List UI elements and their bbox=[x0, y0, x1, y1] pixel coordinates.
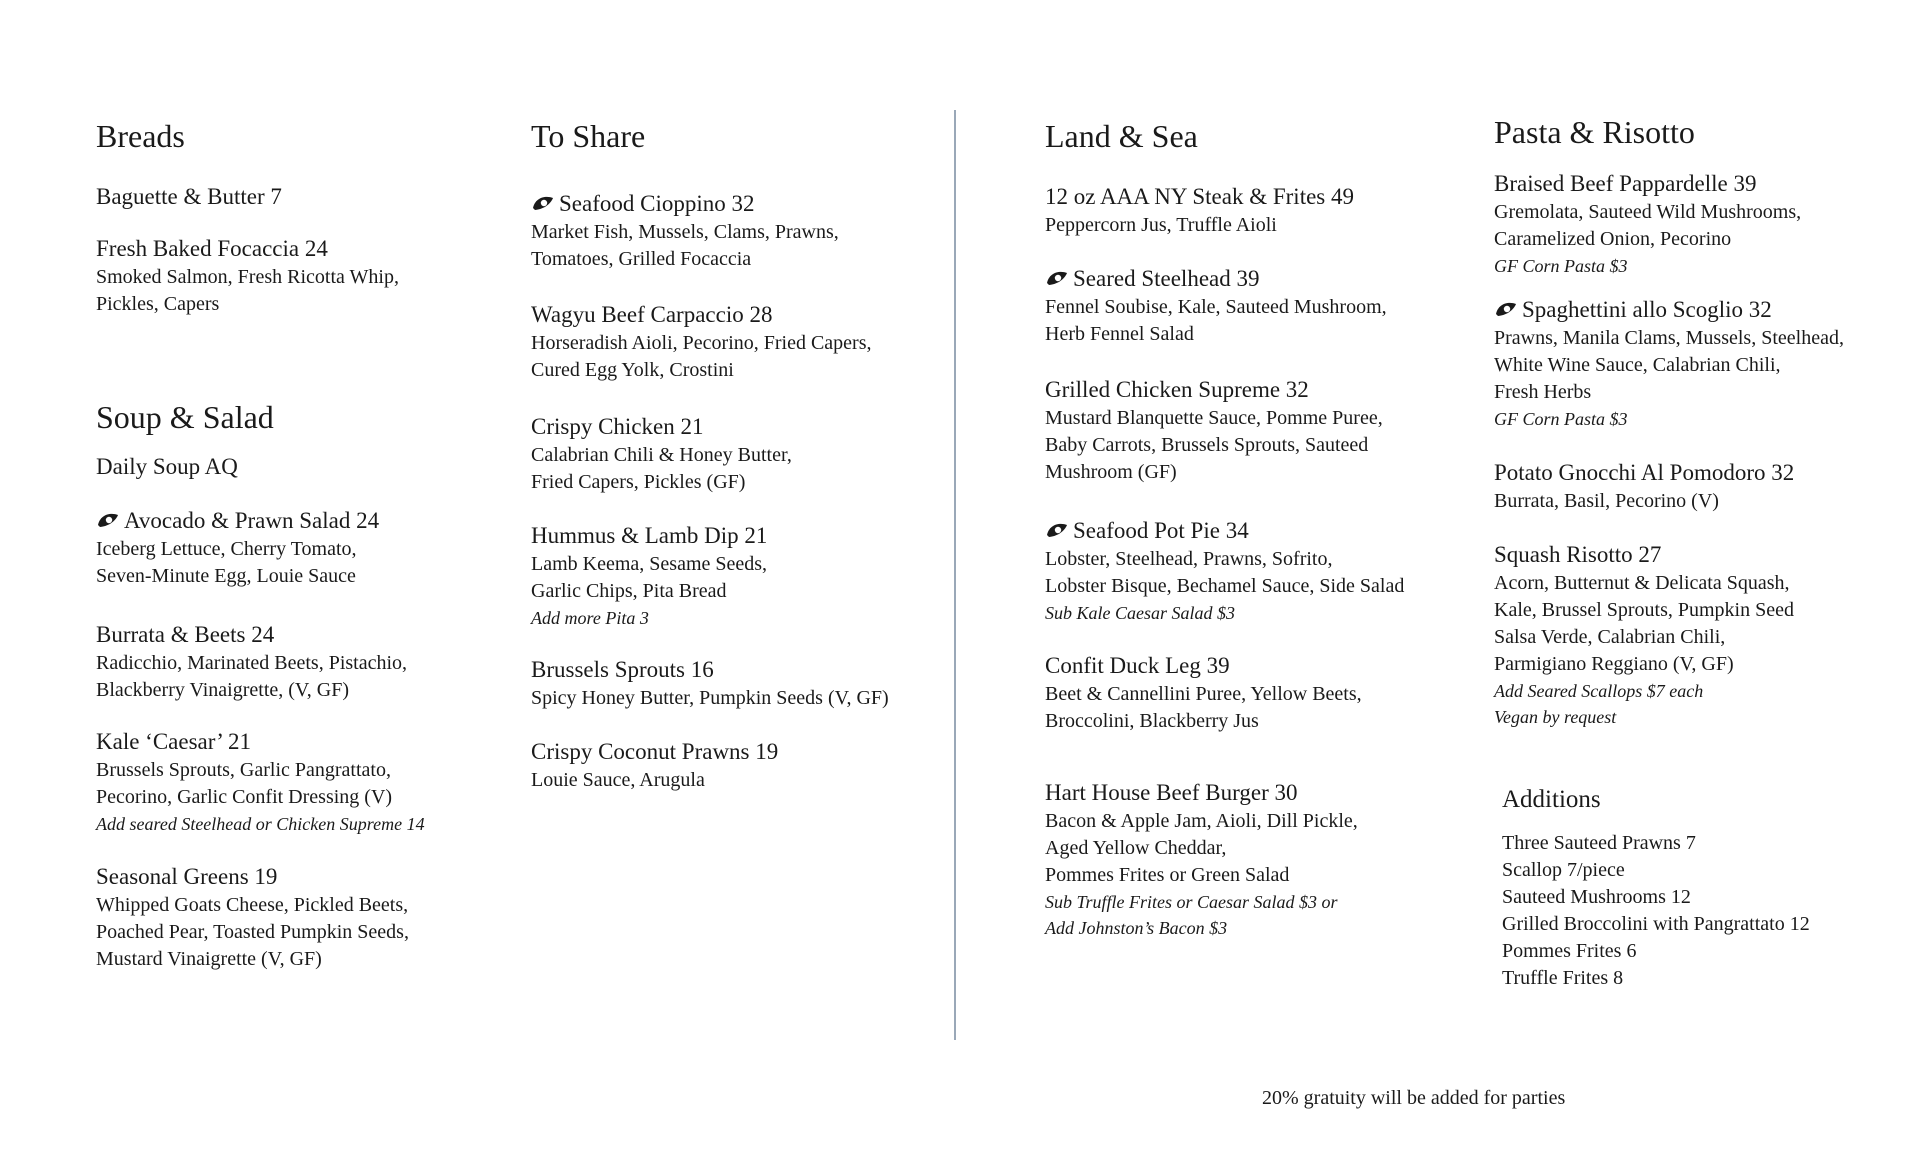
item-desc: Spicy Honey Butter, Pumpkin Seeds (V, GF) bbox=[531, 687, 889, 709]
section-title-additions: Additions bbox=[1502, 786, 1601, 813]
signature-dish-icon bbox=[1045, 269, 1069, 287]
item-name: Daily Soup AQ bbox=[96, 454, 238, 479]
item-name: Seasonal Greens 19 bbox=[96, 864, 278, 889]
section-title-breads: Breads bbox=[96, 118, 185, 154]
section-title-to-share: To Share bbox=[531, 118, 646, 154]
section-to-share bbox=[531, 116, 645, 156]
item-desc: Pommes Frites or Green Salad bbox=[1045, 864, 1290, 886]
item-name: Brussels Sprouts 16 bbox=[531, 657, 714, 682]
signature-dish-icon bbox=[531, 194, 555, 212]
item-desc: Smoked Salmon, Fresh Ricotta Whip, bbox=[96, 266, 399, 288]
menu-item bbox=[531, 189, 971, 273]
item-desc: Market Fish, Mussels, Clams, Prawns, bbox=[531, 221, 839, 243]
list-item: Three Sauteed Prawns 7 bbox=[1502, 832, 1696, 854]
item-name: Potato Gnocchi Al Pomodoro 32 bbox=[1494, 460, 1795, 485]
list-item: Scallop 7/piece bbox=[1502, 859, 1625, 881]
item-desc: Pecorino, Garlic Confit Dressing (V) bbox=[96, 786, 393, 808]
item-name: Kale ‘Caesar’ 21 bbox=[96, 729, 251, 754]
menu-item bbox=[1045, 264, 1485, 348]
menu-item bbox=[96, 506, 536, 590]
menu-item bbox=[531, 412, 971, 496]
item-desc: Mustard Vinaigrette (V, GF) bbox=[96, 948, 322, 970]
item-note: Add seared Steelhead or Chicken Supreme 14 bbox=[96, 814, 425, 834]
section-additions bbox=[1502, 784, 1601, 816]
list-item: Truffle Frites 8 bbox=[1502, 967, 1624, 989]
menu-item bbox=[531, 521, 971, 631]
item-note: Add Seared Scallops $7 each bbox=[1494, 681, 1704, 701]
signature-dish-icon bbox=[1045, 521, 1069, 539]
item-name: Grilled Chicken Supreme 32 bbox=[1045, 377, 1309, 402]
menu-item bbox=[1494, 295, 1920, 432]
item-note: Vegan by request bbox=[1494, 707, 1617, 727]
item-desc: Fresh Herbs bbox=[1494, 381, 1592, 403]
signature-dish-icon bbox=[1494, 300, 1518, 318]
item-name: Baguette & Butter 7 bbox=[96, 184, 282, 209]
item-note: GF Corn Pasta $3 bbox=[1494, 256, 1628, 276]
list-item: Pommes Frites 6 bbox=[1502, 940, 1637, 962]
item-desc: Peppercorn Jus, Truffle Aioli bbox=[1045, 214, 1277, 236]
item-desc: Bacon & Apple Jam, Aioli, Dill Pickle, bbox=[1045, 810, 1358, 832]
column-divider bbox=[954, 110, 956, 1040]
item-desc: Baby Carrots, Brussels Sprouts, Sauteed bbox=[1045, 434, 1369, 456]
item-name: Crispy Coconut Prawns 19 bbox=[531, 739, 779, 764]
menu-item bbox=[96, 620, 536, 704]
item-desc: Herb Fennel Salad bbox=[1045, 323, 1194, 345]
item-desc: Mustard Blanquette Sauce, Pomme Puree, bbox=[1045, 407, 1383, 429]
item-desc: Caramelized Onion, Pecorino bbox=[1494, 228, 1732, 250]
menu-item bbox=[1045, 375, 1485, 486]
list-item: Sauteed Mushrooms 12 bbox=[1502, 886, 1691, 908]
item-name: Seared Steelhead 39 bbox=[1073, 266, 1260, 291]
menu-item bbox=[1045, 651, 1485, 735]
list-item: Grilled Broccolini with Pangrattato 12 bbox=[1502, 913, 1810, 935]
item-desc: Fried Capers, Pickles (GF) bbox=[531, 471, 746, 493]
additions-list bbox=[1502, 830, 1920, 992]
item-desc: Seven-Minute Egg, Louie Sauce bbox=[96, 565, 356, 587]
item-desc: Iceberg Lettuce, Cherry Tomato, bbox=[96, 538, 357, 560]
item-desc: Tomatoes, Grilled Focaccia bbox=[531, 248, 752, 270]
section-pasta-risotto bbox=[1494, 112, 1695, 152]
item-desc: Aged Yellow Cheddar, bbox=[1045, 837, 1227, 859]
item-desc: Garlic Chips, Pita Bread bbox=[531, 580, 727, 602]
signature-dish-icon bbox=[96, 511, 120, 529]
item-desc: Lamb Keema, Sesame Seeds, bbox=[531, 553, 768, 575]
item-desc: White Wine Sauce, Calabrian Chili, bbox=[1494, 354, 1781, 376]
item-name: Crispy Chicken 21 bbox=[531, 414, 704, 439]
item-name: Confit Duck Leg 39 bbox=[1045, 653, 1230, 678]
item-name: Seafood Pot Pie 34 bbox=[1073, 518, 1249, 543]
item-desc: Whipped Goats Cheese, Pickled Beets, bbox=[96, 894, 409, 916]
item-name: Hart House Beef Burger 30 bbox=[1045, 780, 1298, 805]
item-name: Avocado & Prawn Salad 24 bbox=[124, 508, 380, 533]
item-name: Braised Beef Pappardelle 39 bbox=[1494, 171, 1757, 196]
section-title-pasta-risotto: Pasta & Risotto bbox=[1494, 114, 1695, 150]
item-note: Sub Truffle Frites or Caesar Salad $3 or bbox=[1045, 892, 1338, 912]
item-desc: Louie Sauce, Arugula bbox=[531, 769, 705, 791]
item-desc: Radicchio, Marinated Beets, Pistachio, bbox=[96, 652, 408, 674]
section-title-land-sea: Land & Sea bbox=[1045, 118, 1198, 154]
item-desc: Kale, Brussel Sprouts, Pumpkin Seed bbox=[1494, 599, 1794, 621]
item-desc: Calabrian Chili & Honey Butter, bbox=[531, 444, 792, 466]
item-name: Fresh Baked Focaccia 24 bbox=[96, 236, 328, 261]
menu-item bbox=[531, 737, 971, 794]
item-name: 12 oz AAA NY Steak & Frites 49 bbox=[1045, 184, 1354, 209]
item-desc: Poached Pear, Toasted Pumpkin Seeds, bbox=[96, 921, 409, 943]
menu-item bbox=[96, 452, 536, 482]
menu-item bbox=[531, 300, 971, 384]
item-desc: Blackberry Vinaigrette, (V, GF) bbox=[96, 679, 349, 701]
item-note: Sub Kale Caesar Salad $3 bbox=[1045, 603, 1236, 623]
menu-item bbox=[1494, 540, 1920, 730]
item-desc: Beet & Cannellini Puree, Yellow Beets, bbox=[1045, 683, 1362, 705]
menu-item bbox=[96, 234, 536, 318]
item-desc: Pickles, Capers bbox=[96, 293, 220, 315]
item-desc: Salsa Verde, Calabrian Chili, bbox=[1494, 626, 1726, 648]
item-desc: Prawns, Manila Clams, Mussels, Steelhead, bbox=[1494, 327, 1844, 349]
item-name: Squash Risotto 27 bbox=[1494, 542, 1662, 567]
item-desc: Acorn, Butternut & Delicata Squash, bbox=[1494, 572, 1790, 594]
menu-item bbox=[1045, 778, 1485, 941]
item-desc: Horseradish Aioli, Pecorino, Fried Capers, bbox=[531, 332, 872, 354]
menu-item bbox=[96, 862, 536, 973]
item-name: Spaghettini allo Scoglio 32 bbox=[1522, 297, 1772, 322]
item-note: Add Johnston’s Bacon $3 bbox=[1045, 918, 1228, 938]
item-desc: Brussels Sprouts, Garlic Pangrattato, bbox=[96, 759, 391, 781]
menu-item bbox=[531, 655, 971, 712]
item-desc: Broccolini, Blackberry Jus bbox=[1045, 710, 1259, 732]
item-name: Seafood Cioppino 32 bbox=[559, 191, 755, 216]
item-name: Burrata & Beets 24 bbox=[96, 622, 275, 647]
item-name: Hummus & Lamb Dip 21 bbox=[531, 523, 768, 548]
item-desc: Fennel Soubise, Kale, Sauteed Mushroom, bbox=[1045, 296, 1387, 318]
section-land-sea bbox=[1045, 116, 1198, 156]
menu-item bbox=[1045, 182, 1485, 239]
item-desc: Parmigiano Reggiano (V, GF) bbox=[1494, 653, 1734, 675]
menu-item bbox=[96, 182, 536, 212]
item-desc: Lobster, Steelhead, Prawns, Sofrito, bbox=[1045, 548, 1333, 570]
section-title-soup-salad: Soup & Salad bbox=[96, 399, 274, 435]
item-desc: Burrata, Basil, Pecorino (V) bbox=[1494, 490, 1719, 512]
menu-item bbox=[1494, 169, 1920, 279]
item-note: Add more Pita 3 bbox=[531, 608, 649, 628]
item-desc: Mushroom (GF) bbox=[1045, 461, 1177, 483]
item-desc: Cured Egg Yolk, Crostini bbox=[531, 359, 734, 381]
section-breads bbox=[96, 116, 185, 156]
item-name: Wagyu Beef Carpaccio 28 bbox=[531, 302, 773, 327]
gratuity-note: 20% gratuity will be added for parties bbox=[1262, 1087, 1566, 1109]
item-desc: Lobster Bisque, Bechamel Sauce, Side Salad bbox=[1045, 575, 1405, 597]
item-note: GF Corn Pasta $3 bbox=[1494, 409, 1628, 429]
menu-item bbox=[96, 727, 536, 837]
menu-item bbox=[1045, 516, 1485, 626]
menu-item bbox=[1494, 458, 1920, 515]
item-desc: Gremolata, Sauteed Wild Mushrooms, bbox=[1494, 201, 1802, 223]
section-soup-salad bbox=[96, 397, 274, 437]
